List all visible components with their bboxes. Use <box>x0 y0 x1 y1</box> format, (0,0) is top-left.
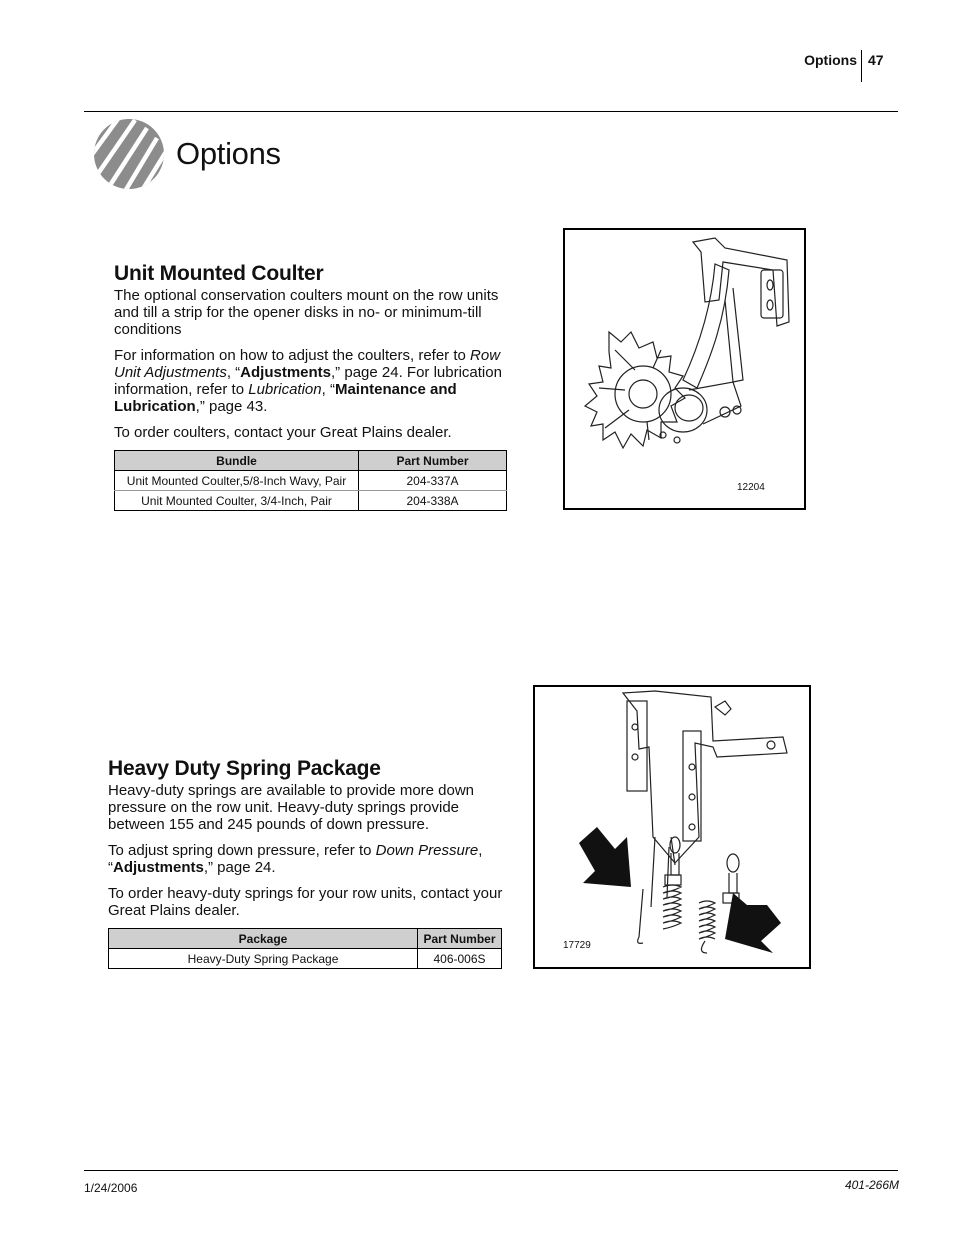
top-rule <box>84 111 898 112</box>
table-cell: 406-006S <box>418 949 502 969</box>
table-cell: 204-337A <box>359 471 507 491</box>
footer-document-number: 401-266M <box>844 1178 899 1192</box>
column-header: Part Number <box>418 929 502 949</box>
table-row <box>115 491 507 511</box>
coulter-illustration <box>565 230 804 508</box>
figure-number: 17729 <box>563 940 591 951</box>
table-cell: Unit Mounted Coulter, 3/4-Inch, Pair <box>115 491 359 511</box>
bottom-rule <box>84 1170 898 1171</box>
column-header: Bundle <box>115 451 359 471</box>
spring-illustration <box>535 687 809 967</box>
table-row <box>109 949 502 969</box>
table-header-row <box>115 451 507 471</box>
figure-number: 12204 <box>737 482 765 493</box>
coulter-heading: Unit Mounted Coulter <box>114 262 324 285</box>
spring-order-text: To order heavy-duty springs for your row units, contact your Great Plains dealer. <box>108 885 503 919</box>
header-divider <box>861 50 862 82</box>
table-cell: Heavy-Duty Spring Package <box>109 949 418 969</box>
coulter-reference: For information on how to adjust the coulters, refer to Row Unit Adjustments, “Adjustments,” page 24. For lubrication information, refer to Lubrication, “Maintenance and Lubrication,” page 43. <box>114 347 502 415</box>
coulter-parts-table <box>114 450 507 511</box>
spring-parts-table <box>108 928 502 969</box>
column-header: Package <box>109 929 418 949</box>
column-header: Part Number <box>359 451 507 471</box>
table-cell: 204-338A <box>359 491 507 511</box>
spring-intro: Heavy-duty springs are available to provide more down pressure on the row unit. Heavy-duty springs provide between 155 and 245 pounds of down pressure. <box>108 782 475 833</box>
coulter-order-text: To order coulters, contact your Great Plains dealer. <box>114 424 452 441</box>
table-row <box>115 471 507 491</box>
table-header-row <box>109 929 502 949</box>
spring-reference: To adjust spring down pressure, refer to Down Pressure, “Adjustments,” page 24. <box>108 842 483 876</box>
coulter-section <box>114 262 509 441</box>
coulter-intro: The optional conservation coulters mount on the row units and till a strip for the opener disks in no- or minimum-till conditions <box>114 287 499 338</box>
page-number: 47 <box>868 52 884 68</box>
page-title: Options <box>176 136 281 171</box>
coulter-figure <box>563 228 806 510</box>
spring-section <box>108 757 503 919</box>
spring-heading: Heavy Duty Spring Package <box>108 757 381 780</box>
great-plains-logo-icon <box>93 118 165 190</box>
running-header-section: Options <box>804 52 857 68</box>
table-cell: Unit Mounted Coulter,5/8-Inch Wavy, Pair <box>115 471 359 491</box>
footer-date: 1/24/2006 <box>84 1181 138 1195</box>
spring-figure <box>533 685 811 969</box>
